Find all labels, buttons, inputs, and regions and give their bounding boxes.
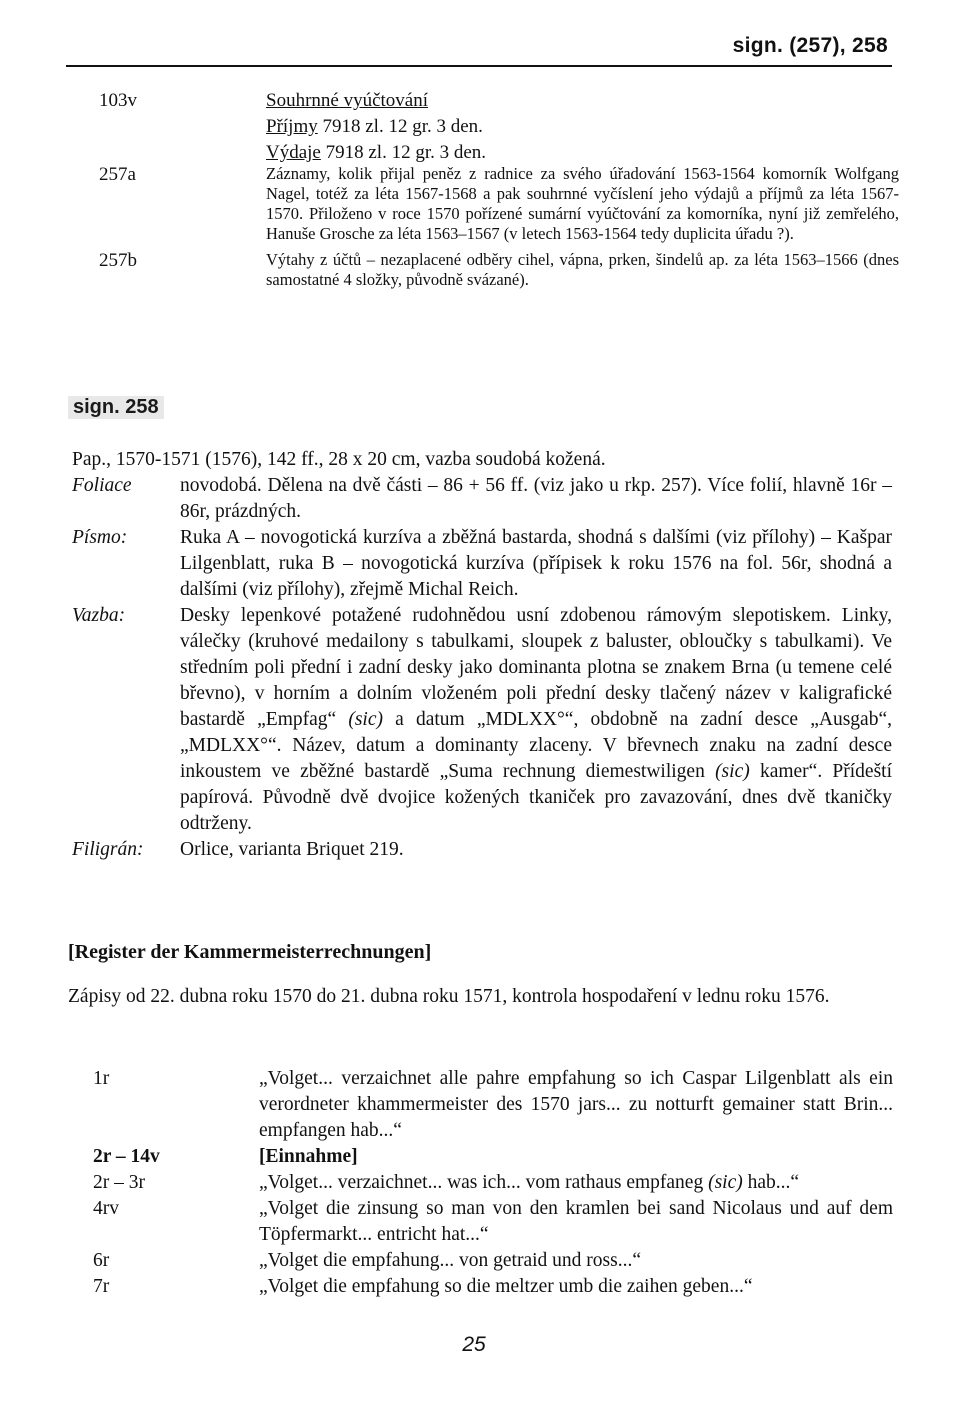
text-segment: Desky lepenkové potažené rudohnědou usní zdobenou rámovým slepotiskem. Linky, válečky (kruhové medailony s tabulkami, sloupek z baluster, obloučky s tabulkami). Ve středním poli přední i zadní desky jako dominanta plotna se znakem Brna (u temene celé břevno), v horním a dolním vloženém poli přední desky tlačený název v kaligrafické bastardě „Empfag“ bbox=[180, 605, 892, 730]
sic-note: (sic) bbox=[348, 709, 383, 730]
expense-label: Výdaje bbox=[266, 142, 321, 163]
description-text bbox=[180, 603, 892, 837]
register-intro: Zápisy od 22. dubna roku 1570 do 21. dubna roku 1571, kontrola hospodaření v lednu roku 1576. bbox=[68, 986, 830, 1007]
folio-number: 7r bbox=[93, 1276, 110, 1297]
folio-number: 2r – 14v bbox=[93, 1146, 160, 1167]
income-line bbox=[266, 114, 899, 140]
income-value: 7918 zl. 12 gr. 3 den. bbox=[317, 116, 483, 137]
contents-list bbox=[93, 1066, 893, 1300]
entry-number: 257a bbox=[99, 164, 136, 185]
entry-heading: Souhrnné vyúčtování bbox=[266, 90, 429, 111]
text-segment: a datum „MDLXX°“, obdobně na zadní desce „Ausgab“, „MDLXX°“. Název, datum a dominanty zlaceny. V břevnech znaku na zadní desce inkoustem ve zběžné bastardě „Suma rechnung diemestwiligen bbox=[180, 709, 892, 782]
list-item bbox=[93, 1196, 893, 1248]
description-row bbox=[72, 603, 892, 837]
entry-text: Výtahy z účtů – nezaplacené odběry cihel, vápna, prken, šindelů ap. za léta 1563–1566 (dnes samostatné 4 složky, původně svázané). bbox=[266, 250, 899, 289]
page-number: 25 bbox=[462, 1333, 486, 1356]
text-segment: hab...“ bbox=[742, 1172, 800, 1193]
description-text: Ruka A – novogotická kurzíva a zběžná bastarda, shodná s dalšími (viz přílohy) – Kašpar Lilgenblatt, ruka B – novogotická kurzíva (přípisek k roku 1576 na fol. 56r, shodná a dalšími (viz přílohy), zřejmě Michal Reich. bbox=[180, 527, 892, 600]
physical-description: Pap., 1570-1571 (1576), 142 ff., 28 x 20 cm, vazba soudobá kožená. bbox=[72, 449, 606, 470]
manuscript-description bbox=[72, 447, 892, 863]
entry-103v bbox=[99, 88, 899, 166]
folio-number: 6r bbox=[93, 1250, 110, 1271]
income-label: Příjmy bbox=[266, 116, 318, 137]
description-row bbox=[72, 525, 892, 603]
folio-text: „Volget... verzaichnet alle pahre empfahung so ich Caspar Lilgenblatt als ein verordneter khammermeister des 1570 jars... zu notturft gemainer statt Brin... empfangen hab...“ bbox=[259, 1068, 893, 1141]
description-row bbox=[72, 837, 892, 863]
entry-257b bbox=[99, 248, 899, 290]
list-item bbox=[93, 1144, 893, 1170]
folio-text: „Volget die empfahung so die meltzer umb die zaihen geben...“ bbox=[259, 1276, 753, 1297]
entries-list bbox=[99, 88, 899, 290]
description-row bbox=[72, 473, 892, 525]
entry-body bbox=[266, 88, 899, 166]
folio-text: [Einnahme] bbox=[259, 1146, 358, 1167]
entry-number: 103v bbox=[99, 90, 137, 111]
expense-value: 7918 zl. 12 gr. 3 den. bbox=[320, 142, 487, 163]
register-title: [Register der Kammermeisterrechnungen] bbox=[68, 941, 432, 963]
description-label: Foliace bbox=[72, 475, 132, 496]
list-item bbox=[93, 1248, 893, 1274]
list-item bbox=[93, 1066, 893, 1144]
folio-text: „Volget die empfahung... von getraid und ross...“ bbox=[259, 1250, 641, 1271]
text-segment: „Volget... verzaichnet... was ich... vom rathaus empfaneg bbox=[259, 1172, 709, 1193]
list-item bbox=[93, 1170, 893, 1196]
entry-text: Záznamy, kolik přijal peněz z radnice za svého úřadování 1563-1564 komorník Wolfgang Nagel, totéž za léta 1567-1568 a pak souhrnné vyčíslení jeho výdajů a příjmů za léta 1567-1570. Přiloženo v roce 1570 pořízené sumární vyúčtování za komorníka, nyní již zemřelého, Hanuše Grosche za léta 1563–1567 (v letech 1563-1564 tedy duplicita úřadu ?). bbox=[266, 164, 899, 243]
list-item bbox=[93, 1274, 893, 1300]
folio-number: 2r – 3r bbox=[93, 1172, 145, 1193]
description-text: Orlice, varianta Briquet 219. bbox=[180, 839, 404, 860]
folio-text bbox=[259, 1170, 893, 1196]
entry-number: 257b bbox=[99, 250, 137, 271]
running-head: sign. (257), 258 bbox=[732, 34, 888, 57]
description-label: Filigrán: bbox=[72, 839, 144, 860]
folio-number: 4rv bbox=[93, 1198, 119, 1219]
header-rule bbox=[66, 65, 892, 67]
folio-number: 1r bbox=[93, 1068, 110, 1089]
sic-note: (sic) bbox=[708, 1172, 743, 1193]
text-segment: kamer“. Přídeští papírová. Původně dvě dvojice kožených tkaniček pro zavazování, dnes dvě tkaničky odtrženy. bbox=[180, 761, 892, 834]
folio-text: „Volget die zinsung so man von den kramlen bei sand Nicolaus und auf dem Töpfermarkt... entricht hat...“ bbox=[259, 1198, 893, 1245]
sic-note: (sic) bbox=[715, 761, 750, 782]
section-signature: sign. 258 bbox=[68, 396, 164, 419]
entry-257a bbox=[99, 162, 899, 244]
description-label: Písmo: bbox=[72, 527, 128, 548]
description-label: Vazba: bbox=[72, 605, 126, 626]
description-text: novodobá. Dělena na dvě části – 86 + 56 ff. (viz jako u rkp. 257). Více folií, hlavně 16r – 86r, prázdných. bbox=[180, 475, 892, 522]
